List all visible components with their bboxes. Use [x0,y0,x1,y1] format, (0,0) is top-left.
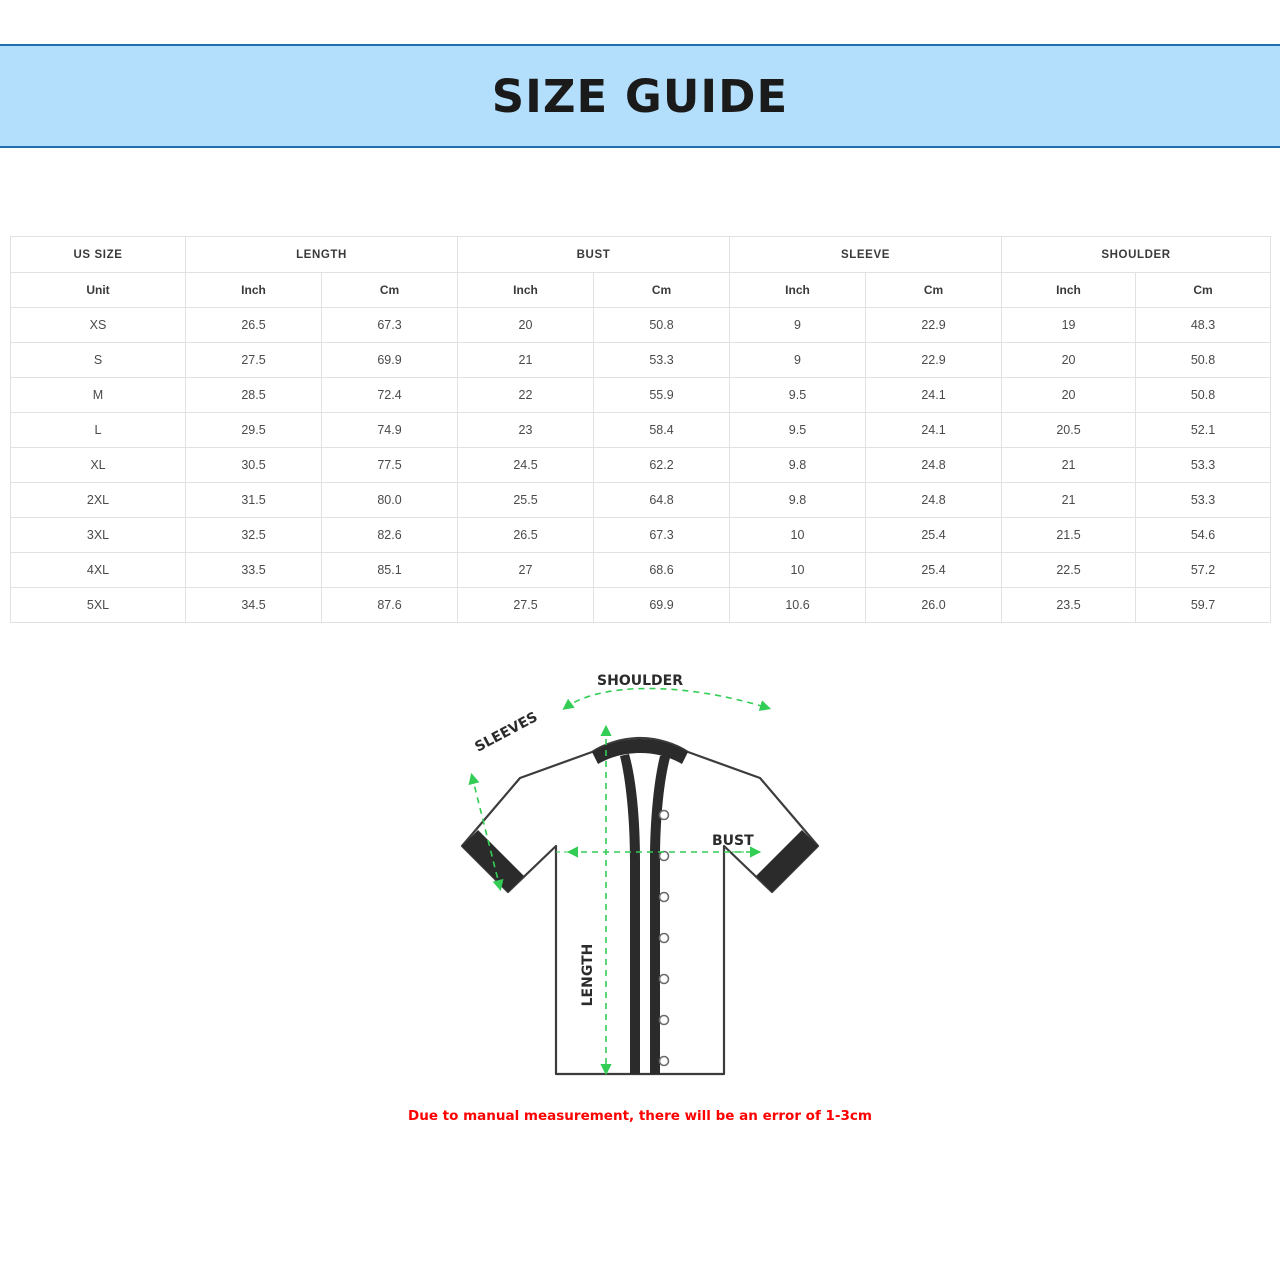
table-row [11,588,1271,623]
label-bust: BUST [712,833,754,849]
cell-shoulder-inch: 20 [1002,343,1136,378]
table-row [11,413,1271,448]
cell-size: 4XL [11,553,186,588]
cell-bust-cm: 62.2 [594,448,730,483]
cell-sleeve-inch: 9.5 [730,378,866,413]
unit-shoulder-inch: Inch [1002,273,1136,308]
group-header-bust: BUST [458,237,730,273]
unit-label: Unit [11,273,186,308]
cell-sleeve-inch: 10 [730,553,866,588]
page-title: SIZE GUIDE [491,69,789,123]
label-shoulder: SHOULDER [597,673,683,689]
cell-shoulder-inch: 20 [1002,378,1136,413]
cell-length-inch: 26.5 [186,308,322,343]
cell-shoulder-inch: 21.5 [1002,518,1136,553]
cell-length-inch: 34.5 [186,588,322,623]
cell-sleeve-inch: 9.5 [730,413,866,448]
cell-shoulder-inch: 23.5 [1002,588,1136,623]
cell-shoulder-inch: 21 [1002,483,1136,518]
cell-size: 5XL [11,588,186,623]
cell-bust-inch: 26.5 [458,518,594,553]
cell-length-cm: 67.3 [322,308,458,343]
unit-shoulder-cm: Cm [1136,273,1271,308]
cell-length-cm: 74.9 [322,413,458,448]
unit-length-cm: Cm [322,273,458,308]
cell-length-cm: 69.9 [322,343,458,378]
unit-bust-inch: Inch [458,273,594,308]
group-header-shoulder: SHOULDER [1002,237,1271,273]
cell-sleeve-cm: 24.8 [866,448,1002,483]
cell-sleeve-inch: 9 [730,308,866,343]
cell-length-inch: 32.5 [186,518,322,553]
group-header-sleeve: SLEEVE [730,237,1002,273]
unit-sleeve-inch: Inch [730,273,866,308]
cell-bust-inch: 24.5 [458,448,594,483]
cell-bust-inch: 20 [458,308,594,343]
size-table-container [10,236,1270,623]
cell-size: 2XL [11,483,186,518]
cell-bust-cm: 50.8 [594,308,730,343]
cell-size: S [11,343,186,378]
cell-sleeve-cm: 24.1 [866,413,1002,448]
cell-sleeve-cm: 22.9 [866,308,1002,343]
cell-bust-cm: 55.9 [594,378,730,413]
cell-bust-cm: 69.9 [594,588,730,623]
cell-sleeve-inch: 9.8 [730,483,866,518]
cell-shoulder-cm: 54.6 [1136,518,1271,553]
cell-sleeve-inch: 9 [730,343,866,378]
cell-shoulder-cm: 57.2 [1136,553,1271,588]
cell-shoulder-cm: 50.8 [1136,378,1271,413]
group-header-us-size: US SIZE [11,237,186,273]
cell-bust-cm: 68.6 [594,553,730,588]
cell-length-inch: 28.5 [186,378,322,413]
cell-size: L [11,413,186,448]
table-row [11,553,1271,588]
cell-length-inch: 31.5 [186,483,322,518]
cell-bust-inch: 21 [458,343,594,378]
cell-bust-cm: 53.3 [594,343,730,378]
cell-bust-inch: 22 [458,378,594,413]
cell-shoulder-inch: 20.5 [1002,413,1136,448]
cell-size: 3XL [11,518,186,553]
table-row [11,448,1271,483]
cell-sleeve-cm: 22.9 [866,343,1002,378]
cell-shoulder-cm: 50.8 [1136,343,1271,378]
unit-bust-cm: Cm [594,273,730,308]
table-row [11,378,1271,413]
cell-length-cm: 82.6 [322,518,458,553]
cell-shoulder-cm: 53.3 [1136,448,1271,483]
table-unit-row [11,273,1271,308]
cell-sleeve-cm: 24.1 [866,378,1002,413]
cell-size: XS [11,308,186,343]
unit-length-inch: Inch [186,273,322,308]
cell-sleeve-cm: 26.0 [866,588,1002,623]
cell-size: M [11,378,186,413]
cell-length-cm: 72.4 [322,378,458,413]
cell-shoulder-cm: 59.7 [1136,588,1271,623]
cell-sleeve-inch: 10 [730,518,866,553]
cell-bust-cm: 58.4 [594,413,730,448]
cell-bust-inch: 27.5 [458,588,594,623]
group-header-length: LENGTH [186,237,458,273]
table-group-header-row [11,237,1271,273]
cell-sleeve-cm: 25.4 [866,553,1002,588]
label-length: LENGTH [580,943,596,1007]
measurement-note: Due to manual measurement, there will be an error of 1-3cm [408,1108,872,1124]
cell-length-inch: 33.5 [186,553,322,588]
cell-length-inch: 30.5 [186,448,322,483]
cell-shoulder-cm: 53.3 [1136,483,1271,518]
cell-sleeve-inch: 10.6 [730,588,866,623]
cell-shoulder-inch: 22.5 [1002,553,1136,588]
cell-sleeve-cm: 25.4 [866,518,1002,553]
size-table [10,236,1271,623]
cell-bust-inch: 27 [458,553,594,588]
cell-bust-cm: 67.3 [594,518,730,553]
cell-length-cm: 87.6 [322,588,458,623]
cell-sleeve-inch: 9.8 [730,448,866,483]
cell-sleeve-cm: 24.8 [866,483,1002,518]
cell-size: XL [11,448,186,483]
cell-shoulder-inch: 19 [1002,308,1136,343]
cell-length-inch: 29.5 [186,413,322,448]
unit-sleeve-cm: Cm [866,273,1002,308]
table-row [11,518,1271,553]
measurement-diagram [0,660,1280,1130]
size-guide-header [0,44,1280,148]
size-table-body [11,308,1271,623]
cell-bust-inch: 25.5 [458,483,594,518]
table-row [11,483,1271,518]
cell-length-cm: 85.1 [322,553,458,588]
cell-length-inch: 27.5 [186,343,322,378]
cell-shoulder-inch: 21 [1002,448,1136,483]
cell-bust-cm: 64.8 [594,483,730,518]
cell-length-cm: 80.0 [322,483,458,518]
table-row [11,343,1271,378]
table-row [11,308,1271,343]
cell-bust-inch: 23 [458,413,594,448]
label-sleeves: SLEEVES [472,709,541,756]
cell-shoulder-cm: 48.3 [1136,308,1271,343]
cell-shoulder-cm: 52.1 [1136,413,1271,448]
cell-length-cm: 77.5 [322,448,458,483]
